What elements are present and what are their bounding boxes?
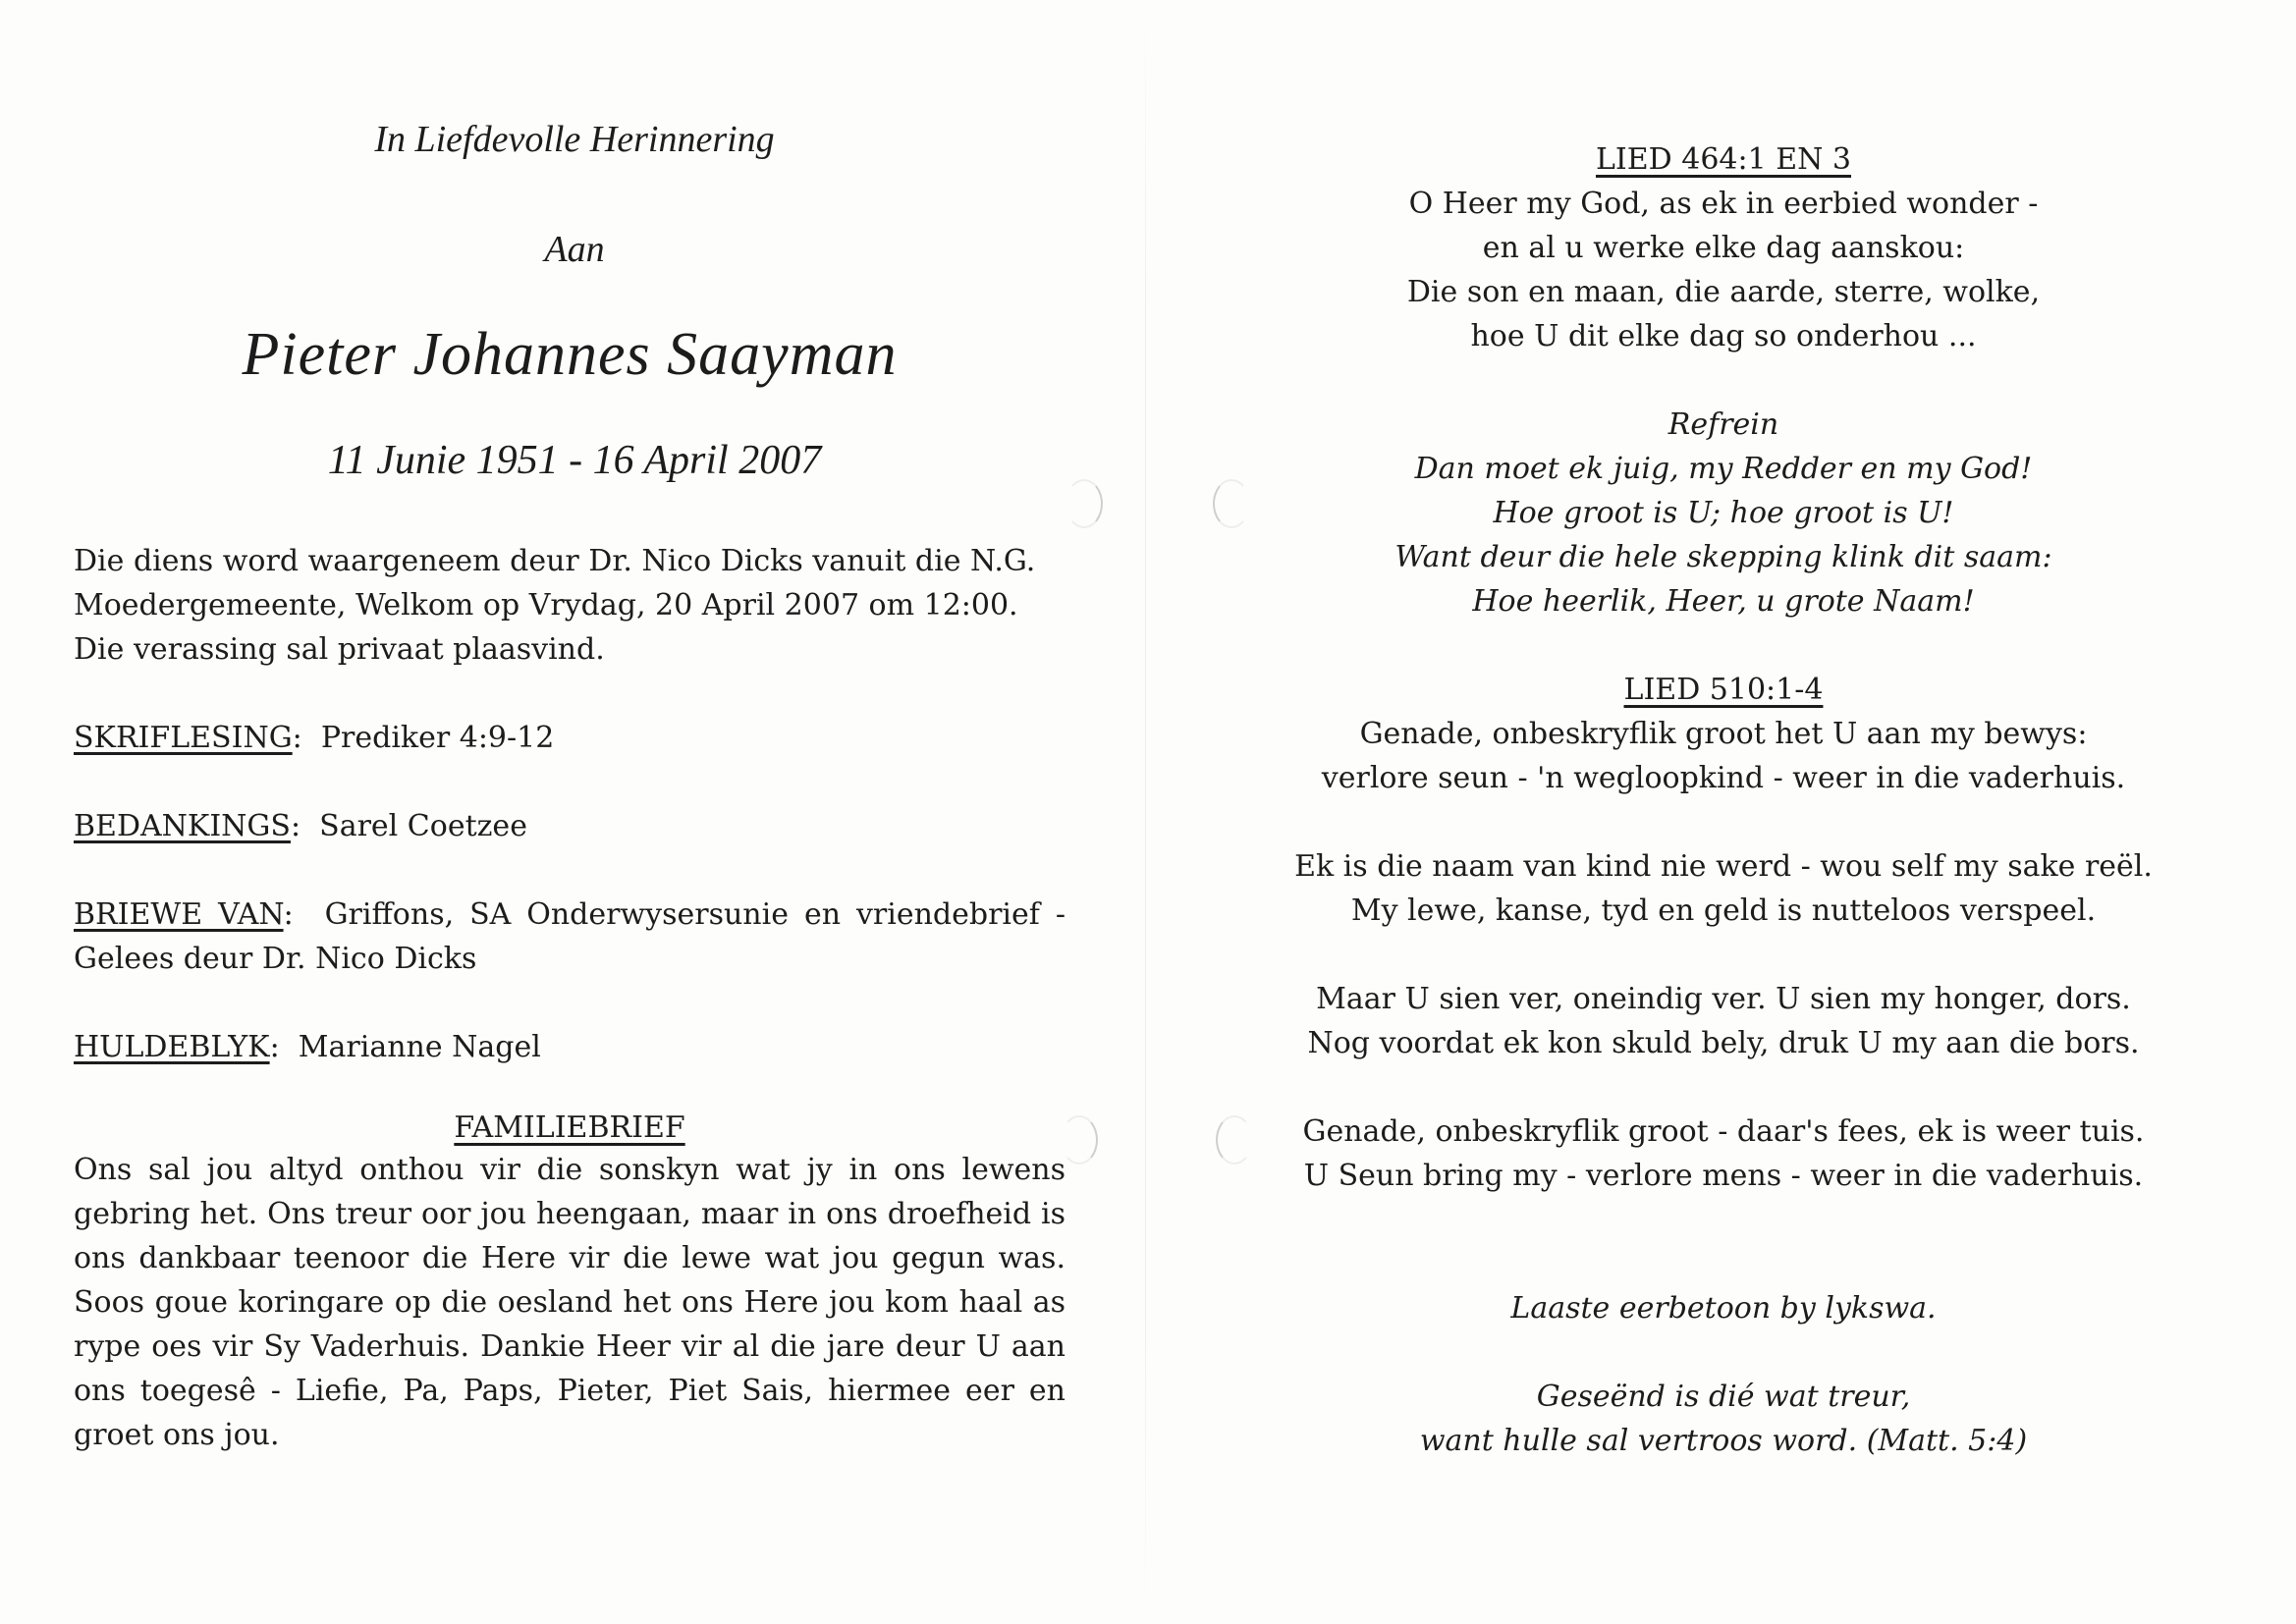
entry-label: BEDANKINGS <box>74 809 291 843</box>
verse-line: en al u werke elke dag aanskou: <box>1482 231 1965 265</box>
scripture-quote <box>1267 1375 2180 1463</box>
hymn-464-verse <box>1267 182 2180 358</box>
refrain-line: Hoe groot is U; hoe groot is U! <box>1493 496 1954 530</box>
service-line: Die verassing sal privaat plaasvind. <box>74 632 605 667</box>
scripture-line: Geseënd is dié wat treur, <box>1536 1380 1911 1414</box>
punch-hole-mark <box>1061 1115 1098 1164</box>
verse-line: Maar U sien ver, oneindig ver. U sien my honger, dors. <box>1316 982 2131 1016</box>
hymn-510-stanza <box>1267 1110 2180 1198</box>
refrain-line: Want deur die hele skepping klink dit saam: <box>1394 540 2052 574</box>
entry-label: SKRIFLESING <box>74 721 293 755</box>
right-panel <box>1267 137 2180 1463</box>
verse-line: Ek is die naam van kind nie werd - wou self my sake reël. <box>1294 849 2153 884</box>
closing-note: Laaste eerbetoon by lykswa. <box>1510 1291 1937 1326</box>
program-entry-briewe-van: BRIEWE VAN: Griffons, SA Onderwysersunie en vriendebrief - Gelees deur Dr. Nico Dicks <box>74 897 1066 976</box>
hymn-title: LIED 464:1 EN 3 <box>1595 142 1852 177</box>
dedication-line: In Liefdevolle Herinnering <box>374 119 775 160</box>
hymn-510-stanza <box>1267 977 2180 1065</box>
verse-line: Die son en maan, die aarde, sterre, wolke, <box>1406 275 2041 309</box>
verse-line: O Heer my God, as ek in eerbied wonder - <box>1408 187 2039 221</box>
hymn-510-title-row <box>1267 668 2180 712</box>
verse-line: U Seun bring my - verlore mens - weer in die vaderhuis. <box>1303 1159 2144 1193</box>
program-entry-skriflesing: SKRIFLESING: Prediker 4:9-12 <box>74 721 555 755</box>
verse-line: Genade, onbeskryflik groot het U aan my bewys: <box>1359 717 2088 751</box>
left-panel <box>74 118 1066 1457</box>
hymn-510-stanza <box>1267 712 2180 800</box>
program-entry-bedankings: BEDANKINGS: Sarel Coetzee <box>74 809 527 843</box>
family-letter-body: Ons sal jou altyd onthou vir die sonskyn wat jy in ons lewens gebring het. Ons treur oor jou heengaan, maar in ons droefheid is ons dankbaar teenoor die Here vir die lewe wat jou gegun was. Soos goue koringare op die oesland het ons Here jou kom haal as rype oes vir Sy Vaderhuis. Dankie Heer vir al die jare deur U aan ons toegesê - Liefie, Pa, Paps, Pieter, Piet Sais, hiermee eer en groet ons jou. <box>74 1153 1066 1452</box>
entry-label: HULDEBLYK <box>74 1030 270 1064</box>
service-line: Moedergemeente, Welkom op Vrydag, 20 April 2007 om 12:00. <box>74 588 1018 623</box>
refrain-line: Hoe heerlik, Heer, u grote Naam! <box>1472 584 1975 619</box>
punch-hole-mark <box>1066 479 1103 528</box>
life-dates: 11 Junie 1951 - 16 April 2007 <box>327 438 822 483</box>
entry-text: Sarel Coetzee <box>319 809 527 843</box>
hymn-title: LIED 510:1-4 <box>1623 673 1824 707</box>
refrain-title: Refrein <box>1667 407 1779 442</box>
entry-label: BRIEWE VAN <box>74 897 284 932</box>
family-letter-title: FAMILIEBRIEF <box>454 1110 685 1145</box>
verse-line: My lewe, kanse, tyd en geld is nutteloos verspeel. <box>1350 893 2097 928</box>
hymn-510-stanza <box>1267 844 2180 933</box>
service-details <box>74 539 1066 672</box>
program-entry-huldeblyk: HULDEBLYK: Marianne Nagel <box>74 1030 541 1064</box>
entry-text: Griffons, SA Onderwysersunie en vriendebrief - Gelees deur Dr. Nico Dicks <box>74 897 1066 976</box>
verse-line: Genade, onbeskryflik groot - daar's fees, ek is weer tuis. <box>1302 1114 2145 1149</box>
refrain-line: Dan moet ek juig, my Redder en my God! <box>1414 452 2033 486</box>
entry-text: Marianne Nagel <box>298 1030 541 1064</box>
verse-line: Nog voordat ek kon skuld bely, druk U my aan die bors. <box>1307 1026 2140 1060</box>
punch-hole-mark <box>1216 1115 1253 1164</box>
family-letter-heading <box>74 1109 1066 1148</box>
deceased-name: Pieter Johannes Saayman <box>242 321 898 388</box>
hymn-464-title-row <box>1267 137 2180 182</box>
service-line: Die diens word waargeneem deur Dr. Nico Dicks vanuit die N.G. <box>74 544 1036 578</box>
punch-hole-mark <box>1213 479 1250 528</box>
verse-line: verlore seun - 'n wegloopkind - weer in die vaderhuis. <box>1321 761 2126 795</box>
verse-line: hoe U dit elke dag so onderhou ... <box>1470 319 1977 353</box>
aan-line: Aan <box>544 229 605 270</box>
entry-text: Prediker 4:9-12 <box>320 721 555 755</box>
page-fold <box>1145 0 1146 1624</box>
scripture-line: want hulle sal vertroos word. (Matt. 5:4) <box>1419 1424 2028 1458</box>
refrain <box>1267 403 2180 623</box>
